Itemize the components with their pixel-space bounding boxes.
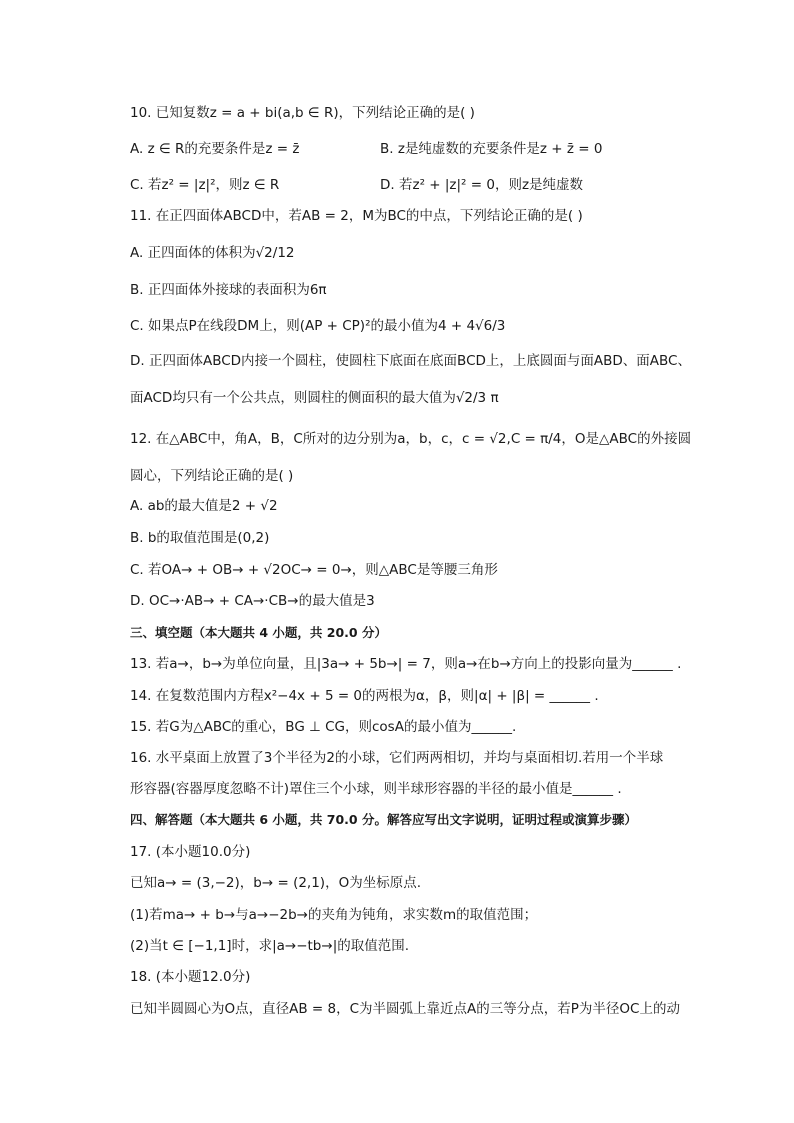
q17-line3: (2)当t ∈ [−1,1]时，求|a→−tb→|的取值范围. xyxy=(130,938,410,954)
q10-option-a: A. z ∈ R的充要条件是z = z̄ xyxy=(130,141,300,157)
q13: 13. 若a→，b→为单位向量，且|3a→ + 5b→| = 7，则a→在b→方向上的投影向量为______ . xyxy=(130,656,682,672)
q10-option-c: C. 若z² = |z|²，则z ∈ R xyxy=(130,177,280,193)
q12-option-c: C. 若OA→ + OB→ + √2OC→ = 0→，则△ABC是等腰三角形 xyxy=(130,562,498,578)
q10-stem: 10. 已知复数z = a + bi(a,b ∈ R)，下列结论正确的是( ) xyxy=(130,105,475,121)
q11-option-a: A. 正四面体的体积为√2/12 xyxy=(130,245,295,261)
q10-option-d: D. 若z² + |z|² = 0，则z是纯虚数 xyxy=(380,177,584,193)
q12-option-b: B. b的取值范围是(0,2) xyxy=(130,530,270,546)
q10-option-b: B. z是纯虚数的充要条件是z + z̄ = 0 xyxy=(380,141,603,157)
q11-stem: 11. 在正四面体ABCD中，若AB = 2，M为BC的中点，下列结论正确的是( ) xyxy=(130,208,583,224)
q11-option-d-line1: D. 正四面体ABCD内接一个圆柱，使圆柱下底面在底面BCD上，上底圆面与面ABD、面ABC、 xyxy=(130,353,691,369)
q11-option-b: B. 正四面体外接球的表面积为6π xyxy=(130,282,327,298)
section-3-heading: 三、填空题（本大题共 4 小题，共 20.0 分） xyxy=(130,625,387,640)
q17-line1: 已知a→ = (3,−2)，b→ = (2,1)，O为坐标原点. xyxy=(130,875,421,891)
q15: 15. 若G为△ABC的重心，BG ⊥ CG，则cosA的最小值为______. xyxy=(130,719,517,735)
q11-option-d-line2: 面ACD均只有一个公共点，则圆柱的侧面积的最大值为√2/3 π xyxy=(130,390,499,406)
q18-line1: 已知半圆圆心为O点，直径AB = 8，C为半圆弧上靠近点A的三等分点，若P为半径OC上的动 xyxy=(130,1001,680,1017)
q11-option-c: C. 如果点P在线段DM上，则(AP + CP)²的最小值为4 + 4√6/3 xyxy=(130,318,506,334)
q16-line2: 形容器(容器厚度忽略不计)罩住三个小球，则半球形容器的半径的最小值是______ . xyxy=(130,781,622,797)
q12-option-a: A. ab的最大值是2 + √2 xyxy=(130,498,278,514)
q18-header: 18. (本小题12.0分) xyxy=(130,969,251,985)
q17-line2: (1)若ma→ + b→与a→−2b→的夹角为钝角，求实数m的取值范围； xyxy=(130,907,538,923)
q17-header: 17. (本小题10.0分) xyxy=(130,844,251,860)
q12-option-d: D. OC→·AB→ + CA→·CB→的最大值是3 xyxy=(130,593,375,609)
section-4-heading: 四、解答题（本大题共 6 小题，共 70.0 分。解答应写出文字说明，证明过程或演算步骤） xyxy=(130,812,637,827)
q14: 14. 在复数范围内方程x²−4x + 5 = 0的两根为α，β，则|α| + |β| = ______ . xyxy=(130,688,599,704)
q12-stem-line2: 圆心，下列结论正确的是( ) xyxy=(130,468,294,484)
q12-stem-line1: 12. 在△ABC中，角A，B，C所对的边分别为a，b，c，c = √2,C = π/4，O是△ABC的外接圆 xyxy=(130,431,692,447)
q16-line1: 16. 水平桌面上放置了3个半径为2的小球，它们两两相切，并均与桌面相切.若用一个半球 xyxy=(130,750,664,766)
